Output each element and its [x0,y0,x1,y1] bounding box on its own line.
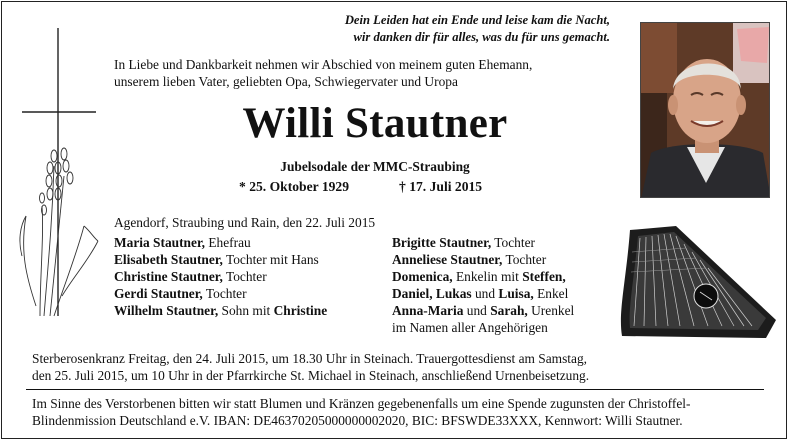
motto-verse [130,12,610,46]
zither-icon [616,222,780,340]
donation-request [32,395,772,429]
mourner-partner: Luisa, [498,286,534,301]
place-and-date: Agendorf, Straubing und Rain, den 22. Juli 2015 [114,215,376,230]
divider [26,389,764,390]
mourner-partner: Christine [273,303,328,318]
mourner-name: Wilhelm Stautner, [114,303,219,318]
service-line-1: Sterberosenkranz Freitag, den 24. Juli 2015, um 18.30 Uhr in Steinach. Trauergottesdienst am Samstag, [32,351,588,366]
mourner-tail: Enkel [533,286,569,301]
death-date: † 17. Juli 2015 [399,179,483,194]
mourner-row [114,302,384,319]
mourner-row [392,319,612,336]
donation-line-2: Blindenmission Deutschland e.V. IBAN: DE46370205000000002020, BIC: BFSWDE33XXX, Kennwort: Willi Stautner. [32,413,683,428]
cross-with-wheat-icon [14,26,110,326]
mourner-name: Christine Stautner, [114,269,223,284]
portrait-photo [640,22,770,198]
mourner-row [114,234,384,251]
mourner-relation: Tochter mit Hans [222,252,319,267]
mourner-relation: Tochter [202,286,247,301]
mourner-relation: Ehefrau [205,235,251,250]
mourner-relation: Enkelin mit [452,269,523,284]
mourner-partner: Steffen, [522,269,566,284]
birth-date: * 25. Oktober 1929 [239,179,350,194]
mourners-list-right [392,234,612,336]
intro-text [114,56,604,90]
mourners-list-left [114,234,384,319]
donation-line-1: Im Sinne des Verstorbenen bitten wir statt Blumen und Kränzen gegebenenfalls um eine Spende zugunsten der Christoffel- [32,396,691,411]
motto-line-1: Dein Leiden hat ein Ende und leise kam die Nacht, [344,13,610,27]
mourner-partner: Sarah, [490,303,528,318]
mourner-relation: und [471,286,499,301]
mourner-relation: Sohn mit [218,303,274,318]
mourner-name: Domenica, [392,269,453,284]
deceased-name: Willi Stautner [242,100,508,147]
deceased-subtitle: Jubelsodale der MMC-Straubing [280,159,470,174]
mourner-name: Anneliese Stautner, [392,252,503,267]
mourner-row [114,251,384,268]
mourner-relation: im Namen aller Angehörigen [392,320,548,335]
mourner-relation: Tochter [491,235,535,250]
mourner-row [114,285,384,302]
mourner-row [392,285,612,302]
mourner-row [392,302,612,319]
mourner-row [392,234,612,251]
mourner-relation: und [463,303,491,318]
mourner-name: Daniel, Lukas [392,286,472,301]
mourner-name: Brigitte Stautner, [392,235,492,250]
intro-line-2: unserem lieben Vater, geliebten Opa, Schwiegervater und Uropa [114,74,458,89]
mourner-relation: Tochter [222,269,267,284]
mourner-name: Elisabeth Stautner, [114,252,223,267]
mourner-name: Anna-Maria [392,303,464,318]
mourner-row [392,251,612,268]
mourner-name: Maria Stautner, [114,235,206,250]
mourner-row [114,268,384,285]
intro-line-1: In Liebe und Dankbarkeit nehmen wir Abschied von meinem guten Ehemann, [114,57,533,72]
motto-line-2: wir danken dir für alles, was du für uns gemacht. [353,30,610,44]
mourner-row [392,268,612,285]
service-line-2: den 25. Juli 2015, um 10 Uhr in der Pfarrkirche St. Michael in Steinach, anschließend Urnenbeisetzung. [32,368,590,383]
mourner-tail: Urenkel [527,303,575,318]
service-details [32,350,752,384]
mourner-name: Gerdi Stautner, [114,286,203,301]
mourner-relation: Tochter [502,252,547,267]
